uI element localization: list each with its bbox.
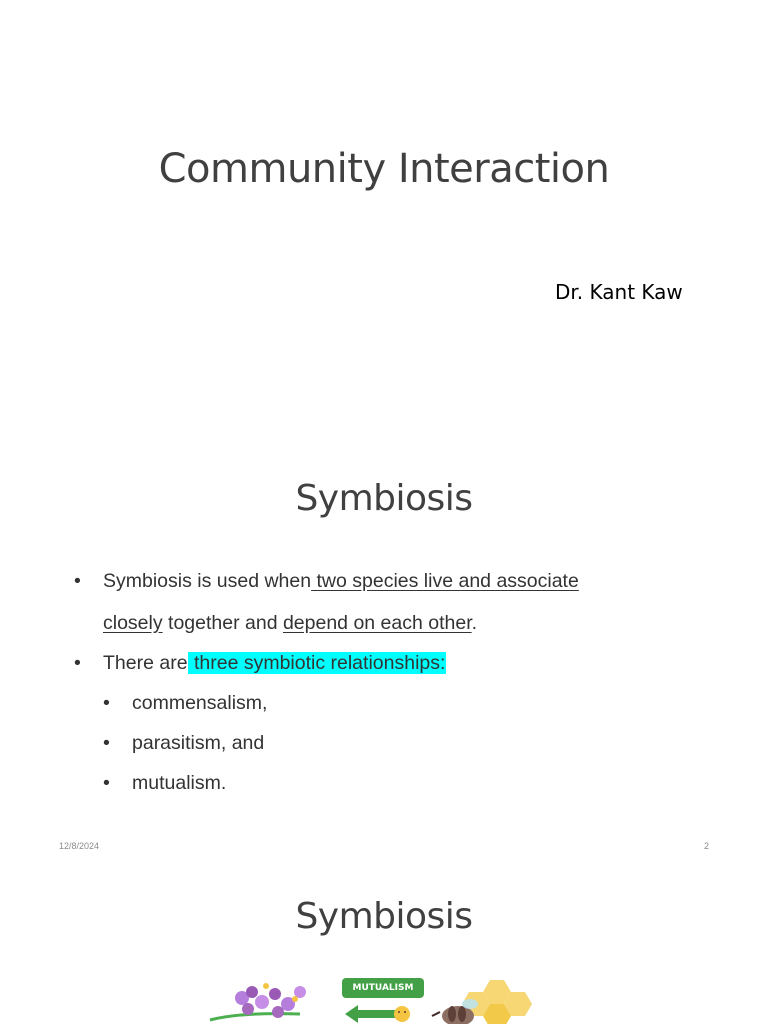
bullet-dot: • xyxy=(74,652,81,674)
slide-heading: Symbiosis xyxy=(295,896,473,937)
presentation-title: Community Interaction xyxy=(158,146,610,192)
bullet-text: . xyxy=(471,612,478,634)
underlined-phrase: two species live and associate xyxy=(311,570,579,592)
slide-title xyxy=(0,0,768,432)
bullet-dot: • xyxy=(74,570,81,592)
sub-bullet-dot: • xyxy=(103,772,110,794)
sub-item: commensalism, xyxy=(132,692,268,714)
sub-bullet-dot: • xyxy=(103,692,110,714)
slide-symbiosis-illustration xyxy=(0,864,768,1024)
underlined-phrase: closely xyxy=(103,612,163,634)
arrow-left-icon xyxy=(345,1005,410,1023)
sub-bullet-dot: • xyxy=(103,732,110,754)
sub-item: parasitism, and xyxy=(132,732,265,754)
bullet-text: together and xyxy=(162,612,283,634)
slide-symbiosis-definition xyxy=(0,432,768,864)
slide-heading: Symbiosis xyxy=(295,478,473,519)
bee-icon xyxy=(432,999,478,1024)
bullet-text-line xyxy=(103,570,579,593)
mutualism-illustration xyxy=(0,864,768,1024)
bullet-text-line xyxy=(103,612,477,635)
orchid-flower-icon xyxy=(210,983,306,1020)
sub-item: mutualism. xyxy=(132,772,227,794)
bullet-text: There are xyxy=(103,652,188,674)
mutualism-badge: MUTUALISM xyxy=(342,978,424,998)
author-name: Dr. Kant Kaw xyxy=(555,280,683,304)
bullet-text-line xyxy=(103,652,446,675)
page-number: 2 xyxy=(704,841,710,851)
highlighted-phrase: three symbiotic relationships: xyxy=(188,652,446,674)
footer-date: 12/8/2024 xyxy=(59,841,100,851)
bullet-text: Symbiosis is used when xyxy=(103,570,312,592)
underlined-phrase: depend on each other xyxy=(282,612,472,634)
